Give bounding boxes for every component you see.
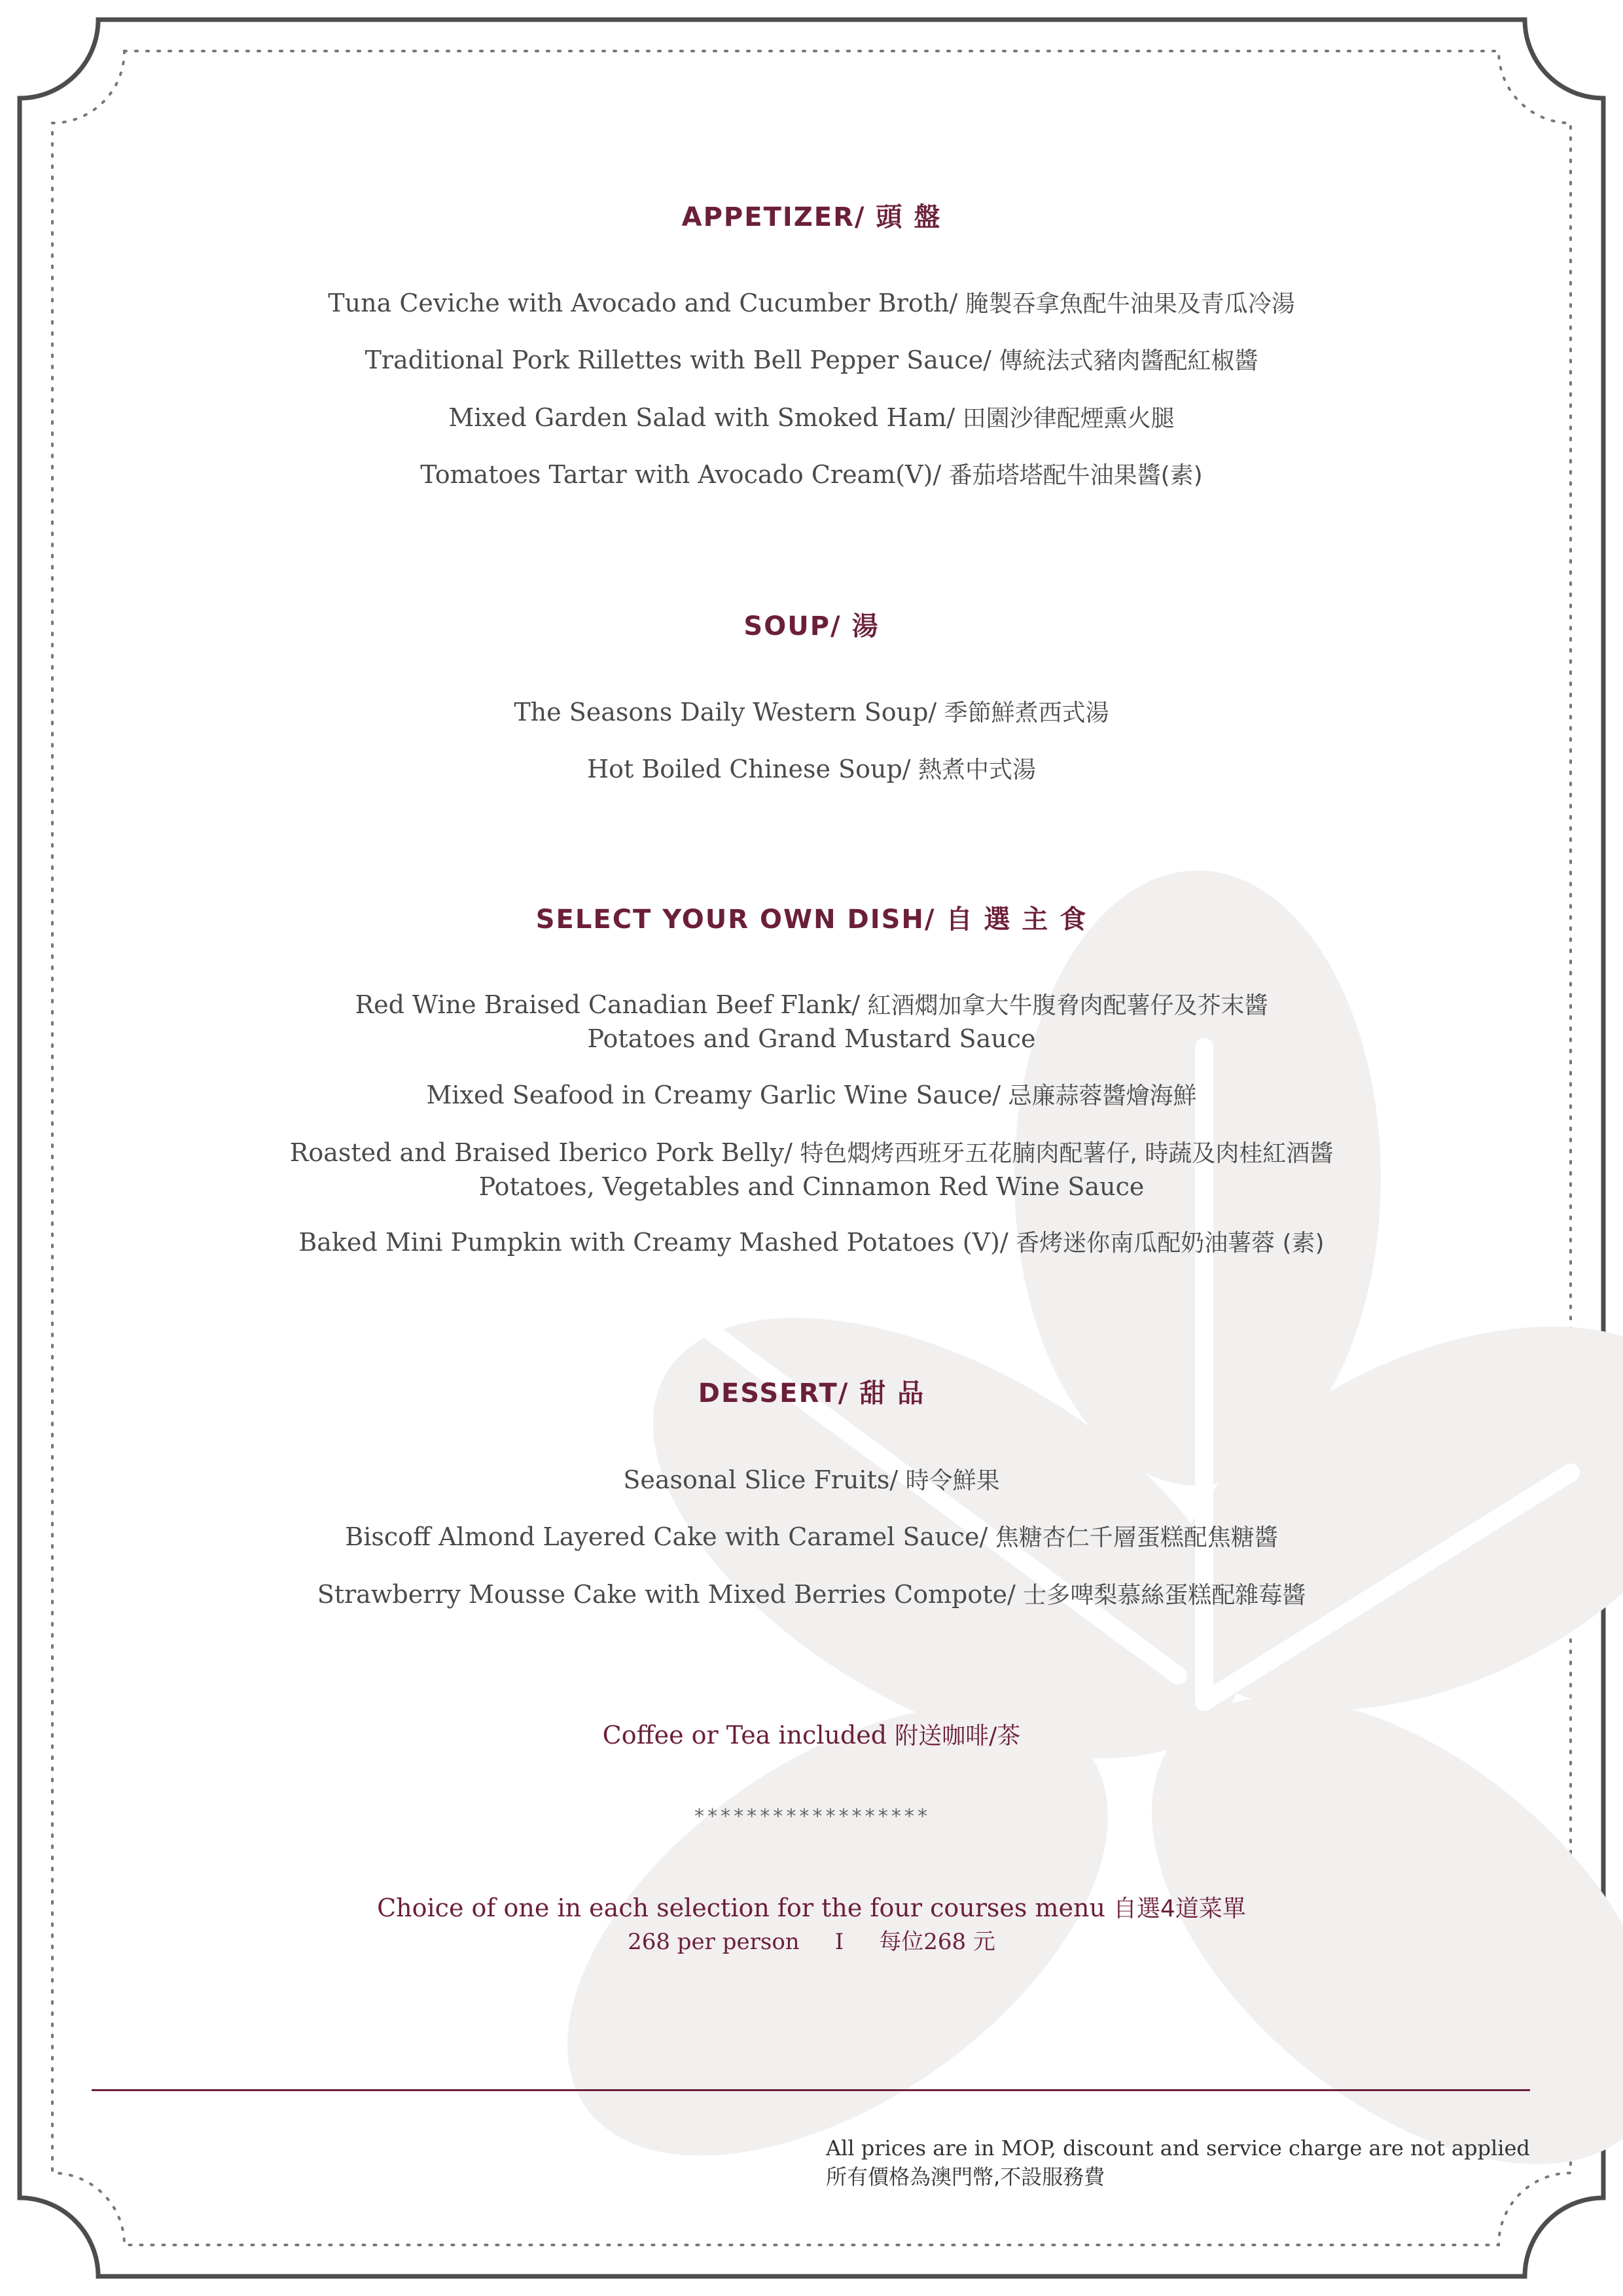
separator-stars: ****************** xyxy=(693,1805,930,1828)
dessert-item: Seasonal Slice Fruits/ 時令鮮果 xyxy=(623,1465,1000,1494)
dessert-heading: DESSERT/ 甜 品 xyxy=(698,1378,925,1408)
beverage-note: Coffee or Tea included 附送咖啡/茶 xyxy=(602,1721,1021,1749)
soup-heading: SOUP/ 湯 xyxy=(743,611,880,641)
appetizer-item: Tuna Ceviche with Avocado and Cucumber Broth/ 腌製吞拿魚配牛油果及青瓜冷湯 xyxy=(328,289,1295,317)
footer-note-zh: 所有價格為澳門幣,不設服務費 xyxy=(826,2164,1105,2189)
appetizer-item: Tomatoes Tartar with Avocado Cream(V)/ 番茄塔塔配牛油果醬(素) xyxy=(420,460,1203,489)
main-dish-item: Baked Mini Pumpkin with Creamy Mashed Potatoes (V)/ 香烤迷你南瓜配奶油薯蓉 (素) xyxy=(298,1228,1325,1257)
dessert-item: Biscoff Almond Layered Cake with Caramel Sauce/ 焦糖杏仁千層蛋糕配焦糖醬 xyxy=(345,1522,1278,1551)
main-dish-item: Red Wine Braised Canadian Beef Flank/ 紅酒燜加拿大牛腹脅肉配薯仔及芥末醬 Potatoes and Grand Mustard Sauce xyxy=(355,990,1268,1053)
footer-divider xyxy=(92,2089,1530,2091)
pricing-note: Choice of one in each selection for the four courses menu 自選4道菜單 268 per person I 每位268 元 xyxy=(0,1892,1623,1958)
footer-note-en: All prices are in MOP, discount and service charge are not applied xyxy=(826,2136,1530,2161)
price-per-person: 268 per person I 每位268 元 xyxy=(628,1929,995,1955)
main-dish-item: Roasted and Braised Iberico Pork Belly/ 特色燜烤西班牙五花腩肉配薯仔, 時蔬及肉桂紅酒醬 Potatoes, Vegetables and Cinnamon Red Wine Sauce xyxy=(289,1138,1334,1201)
dessert-item: Strawberry Mousse Cake with Mixed Berries Compote/ 士多啤梨慕絲蛋糕配雜莓醬 xyxy=(317,1580,1306,1609)
appetizer-heading: APPETIZER/ 頭 盤 xyxy=(681,202,942,232)
appetizer-item: Mixed Garden Salad with Smoked Ham/ 田園沙律配煙熏火腿 xyxy=(448,403,1175,432)
soup-item: The Seasons Daily Western Soup/ 季節鮮煮西式湯 xyxy=(514,698,1109,726)
footer-note xyxy=(826,2134,1530,2191)
appetizer-item: Traditional Pork Rillettes with Bell Pepper Sauce/ 傳統法式豬肉醬配紅椒醬 xyxy=(365,346,1258,374)
soup-item: Hot Boiled Chinese Soup/ 熱煮中式湯 xyxy=(586,755,1037,783)
main-dish-item: Mixed Seafood in Creamy Garlic Wine Sauce/ 忌廉蒜蓉醬燴海鮮 xyxy=(426,1081,1197,1109)
main-dish-heading: SELECT YOUR OWN DISH/ 自 選 主 食 xyxy=(535,905,1088,935)
